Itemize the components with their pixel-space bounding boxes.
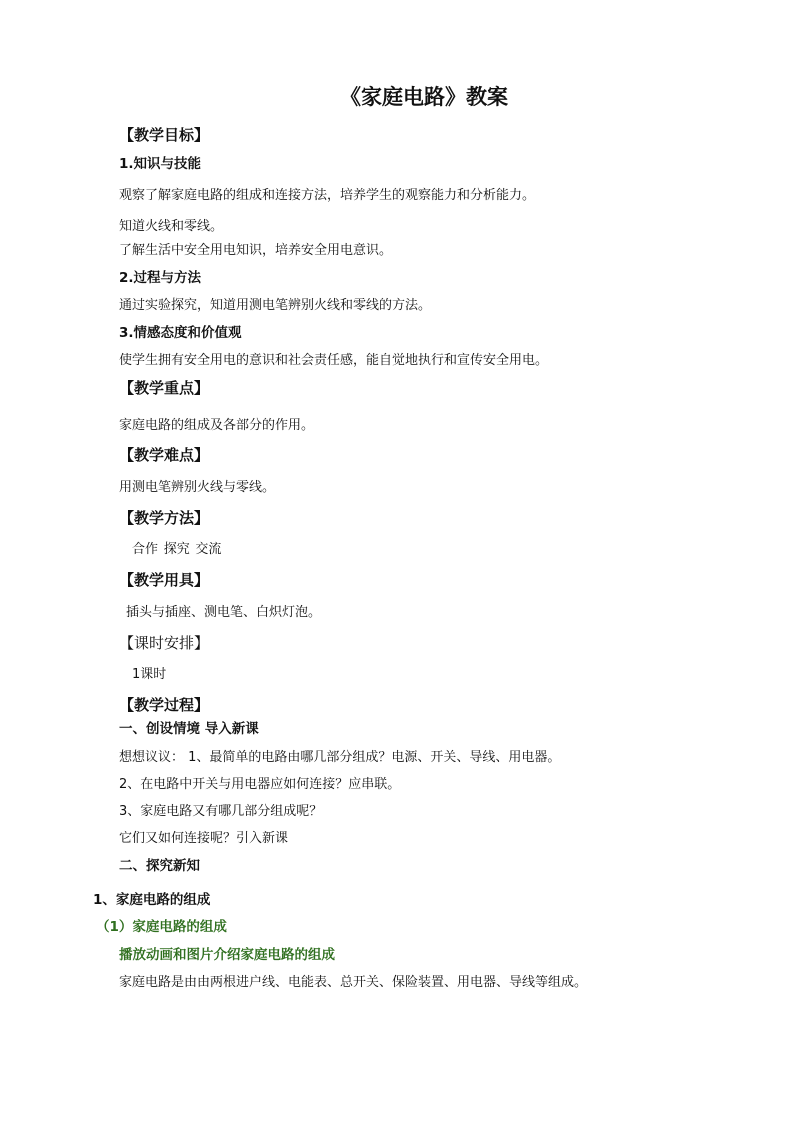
key-points-heading: 【教学重点】 — [119, 379, 210, 397]
green-activity-heading: 播放动画和图片介绍家庭电路的组成 — [119, 947, 335, 963]
tools-heading: 【教学用具】 — [119, 571, 210, 589]
part-one-line-1: 想想议议： 1、最简单的电路由哪几部分组成？电源、开关、导线、用电器。 — [119, 750, 561, 765]
part-one-line-2: 2、在电路中开关与用电器应如何连接？应串联。 — [119, 777, 401, 792]
methods-heading: 【教学方法】 — [119, 509, 210, 527]
methods-text: 合作 探究 交流 — [132, 542, 222, 557]
knowledge-line-1: 观察了解家庭电路的组成和连接方法，培养学生的观察能力和分析能力。 — [119, 188, 536, 203]
schedule-heading: 【课时安排】 — [119, 634, 210, 652]
part-two-heading: 二、探究新知 — [119, 858, 200, 874]
process-method-line: 通过实验探究，知道用测电笔辨别火线和零线的方法。 — [119, 298, 432, 313]
knowledge-line-3: 了解生活中安全用电知识，培养安全用电意识。 — [119, 243, 393, 258]
knowledge-line-2: 知道火线和零线。 — [119, 219, 224, 234]
teaching-process-heading: 【教学过程】 — [119, 696, 210, 714]
green-composition-heading: （1）家庭电路的组成 — [96, 919, 227, 935]
process-method-heading: 2.过程与方法 — [119, 270, 202, 286]
tools-text: 插头与插座、测电笔、白炽灯泡。 — [126, 605, 322, 620]
part-one-heading: 一、创设情境 导入新课 — [119, 721, 259, 737]
part-one-line-4: 它们又如何连接呢？引入新课 — [119, 831, 289, 846]
difficulties-text: 用测电笔辨别火线与零线。 — [119, 480, 276, 495]
home-circuit-composition-heading: 1、家庭电路的组成 — [93, 892, 211, 908]
part-one-line-3: 3、家庭电路又有哪几部分组成呢？ — [119, 804, 323, 819]
composition-description: 家庭电路是由由两根进户线、电能表、总开关、保险装置、用电器、导线等组成。 — [119, 975, 588, 990]
attitude-values-heading: 3.情感态度和价值观 — [119, 325, 242, 341]
difficulties-heading: 【教学难点】 — [119, 446, 210, 464]
key-points-text: 家庭电路的组成及各部分的作用。 — [119, 418, 315, 433]
teaching-objectives-heading: 【教学目标】 — [119, 126, 210, 144]
attitude-values-line: 使学生拥有安全用电的意识和社会责任感，能自觉地执行和宣传安全用电。 — [119, 353, 549, 368]
knowledge-skills-heading: 1.知识与技能 — [119, 156, 202, 172]
document-title: 《家庭电路》教案 — [340, 85, 508, 109]
schedule-text: 1课时 — [132, 667, 167, 682]
